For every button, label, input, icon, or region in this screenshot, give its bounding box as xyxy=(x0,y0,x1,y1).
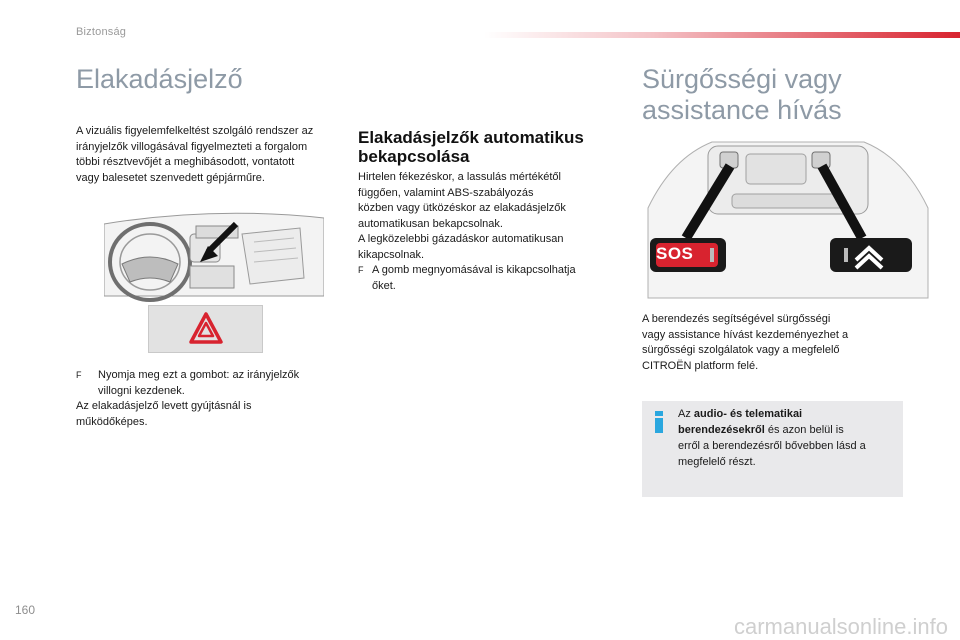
bullet-arrow-icon: F xyxy=(76,370,82,380)
text-line: CITROËN platform felé. xyxy=(642,359,759,372)
title-line: assistance hívás xyxy=(642,95,842,125)
hazard-triangle-icon xyxy=(149,306,262,352)
text-line: vagy assistance hívást kezdeményezhet a xyxy=(642,328,849,341)
text-line: Hirtelen fékezéskor, a lassulás mértékétől xyxy=(358,171,561,183)
text-line: A berendezés segítségével sürgősségi xyxy=(642,313,831,325)
info-note-box xyxy=(642,401,903,497)
hazard-button-illustration xyxy=(148,305,263,353)
header-gradient-rule xyxy=(484,32,960,38)
section-label: Biztonság xyxy=(76,26,127,38)
heading-line: Elakadásjelzők automatikus xyxy=(358,128,584,147)
bullet-item xyxy=(76,368,346,399)
text-line: függően, valamint ABS-szabályozás xyxy=(358,186,534,199)
auto-activation-text xyxy=(358,170,628,294)
info-line: megfelelő részt. xyxy=(678,456,756,468)
bullet-line: A gomb megnyomásával is kikapcsolhatja xyxy=(372,264,576,276)
auto-activation-heading xyxy=(358,128,628,166)
sos-console-illustration xyxy=(642,138,934,302)
heading-line: bekapcsolása xyxy=(358,147,470,166)
info-icon xyxy=(654,411,664,433)
intro-line: irányjelzők villogásával figyelmezteti a forgalom xyxy=(76,140,308,153)
bullet-arrow-icon: F xyxy=(358,265,364,275)
page-number: 160 xyxy=(15,603,36,617)
title-line: Sürgősségi vagy xyxy=(642,64,842,94)
text-line: sürgősségi szolgálatok vagy a megfelelő xyxy=(642,344,840,356)
intro-line: vagy balesetet szenvedett gépjárműre. xyxy=(76,171,265,184)
info-note-text xyxy=(678,406,893,470)
info-bold: audio- és telematikai xyxy=(693,408,803,420)
info-text: és azon belül is xyxy=(764,424,844,436)
hazard-instructions xyxy=(76,368,346,430)
sos-button-label: SOS xyxy=(656,244,694,263)
info-line: erről a berendezésről bővebben lásd a xyxy=(678,440,866,452)
hazard-intro xyxy=(76,124,346,186)
info-line xyxy=(678,422,893,438)
emergency-call-title xyxy=(642,64,942,126)
info-bold: berendezésekről xyxy=(678,424,765,436)
note-line: Az elakadásjelző levett gyújtásnál is xyxy=(76,400,252,412)
text-line: kikapcsolnak. xyxy=(358,248,425,261)
text-line: automatikusan bekapcsolnak. xyxy=(358,217,503,230)
emergency-call-text xyxy=(642,312,912,374)
bullet-line: Nyomja meg ezt a gombot: az irányjelzők xyxy=(98,369,300,381)
text-line: A legközelebbi gázadáskor automatikusan xyxy=(358,233,564,245)
bullet-item xyxy=(358,263,628,294)
intro-line: többi résztvevőjét a meghibásodott, vontatott xyxy=(76,156,295,168)
info-prefix: Az xyxy=(678,408,694,420)
text-line: közben vagy ütközéskor az elakadásjelzők xyxy=(358,202,566,214)
dashboard-illustration xyxy=(104,204,324,304)
hazard-title: Elakadásjelző xyxy=(76,64,243,94)
watermark: carmanualsonline.info xyxy=(733,614,948,639)
bullet-line: őket. xyxy=(372,279,396,292)
info-line xyxy=(678,406,893,422)
intro-line: A vizuális figyelemfelkeltést szolgáló rendszer az xyxy=(76,125,314,137)
note-line: működőképes. xyxy=(76,415,148,428)
bullet-line: villogni kezdenek. xyxy=(98,384,185,397)
